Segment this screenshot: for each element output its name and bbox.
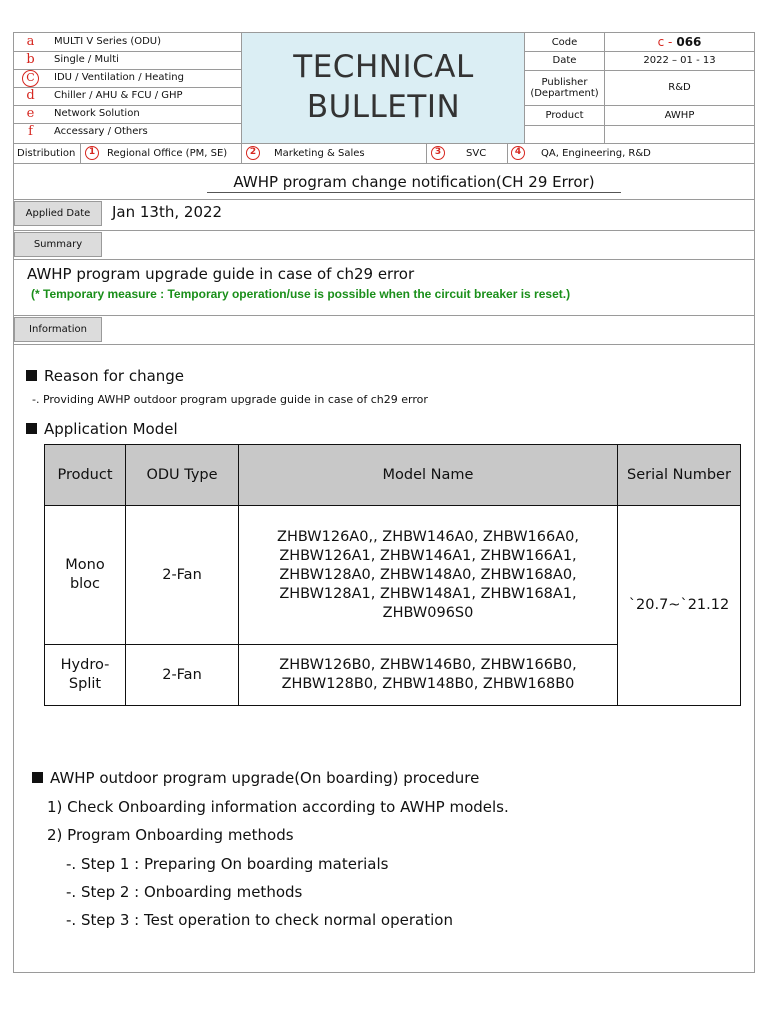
bullet-square-icon (26, 423, 37, 434)
meta-code-row (525, 33, 754, 52)
distribution-label: Distribution (17, 148, 76, 159)
header-model-name: Model Name (239, 445, 618, 506)
meta-publisher-row (525, 70, 754, 106)
category-row-e (14, 105, 241, 124)
category-label: Network Solution (54, 108, 140, 119)
title-line-1: TECHNICAL (293, 49, 474, 85)
divider (14, 315, 754, 316)
divider (14, 344, 754, 345)
product-cell: Mono bloc (45, 506, 126, 645)
procedure-step: -. Step 3 : Test operation to check normal operation (66, 911, 453, 929)
divider (14, 199, 754, 200)
divider (507, 144, 508, 163)
distribution-item-3: SVC (466, 148, 487, 159)
meta-product-row (525, 105, 754, 126)
applied-date-label: Applied Date (14, 201, 102, 226)
model-name-cell: ZHBW126A0,, ZHBW146A0, ZHBW166A0, ZHBW126A1, ZHBW146A1, ZHBW166A1, ZHBW128A0, ZHBW148A0, ZHBW168A0, ZHBW128A1, ZHBW148A1, ZHBW168A1, ZHBW096S0 (239, 506, 618, 645)
summary-label: Summary (14, 232, 102, 257)
category-letter: f (28, 124, 33, 139)
category-row-a (14, 33, 241, 52)
divider (80, 144, 81, 163)
odu-type-cell: 2-Fan (126, 506, 239, 645)
product-value: AWHP (664, 109, 695, 121)
distribution-number-3: 3 (431, 146, 445, 160)
distribution-number-2: 2 (246, 146, 260, 160)
category-row-d (14, 87, 241, 106)
summary-note: (* Temporary measure : Temporary operation/use is possible when the circuit breaker is reset.) (31, 287, 571, 301)
reason-heading: Reason for change (26, 367, 184, 385)
divider (14, 259, 754, 260)
empty-label (525, 125, 605, 143)
meta-date-row (525, 51, 754, 71)
header-odu-type: ODU Type (126, 445, 239, 506)
meta-empty-row (525, 125, 754, 143)
distribution-row (14, 143, 754, 164)
applied-date-value: Jan 13th, 2022 (112, 203, 223, 221)
category-letter: b (26, 52, 35, 67)
bulletin-subject: AWHP program change notification(CH 29 Error) (207, 173, 621, 193)
table-row (45, 506, 741, 645)
code-value (605, 33, 754, 51)
summary-title: AWHP program upgrade guide in case of ch29 error (27, 265, 415, 283)
category-label: Accessary / Others (54, 126, 148, 137)
category-letter: e (26, 106, 35, 121)
category-label: IDU / Ventilation / Heating (54, 72, 184, 83)
product-cell: Hydro-Split (45, 645, 126, 706)
table-header-row (45, 445, 741, 506)
procedure-heading: AWHP outdoor program upgrade(On boarding) procedure (32, 769, 479, 787)
procedure-step: 2) Program Onboarding methods (47, 826, 294, 844)
category-row-f (14, 123, 241, 141)
distribution-item-2: Marketing & Sales (274, 148, 365, 159)
distribution-item-1: Regional Office (PM, SE) (107, 148, 228, 159)
bullet-square-icon (32, 772, 43, 783)
code-prefix: c - (657, 35, 673, 49)
procedure-step: 1) Check Onboarding information according to AWHP models. (47, 798, 509, 816)
category-label: MULTI V Series (ODU) (54, 36, 162, 47)
model-heading: Application Model (26, 420, 178, 438)
code-label: Code (525, 33, 605, 51)
header-product: Product (45, 445, 126, 506)
category-label: Single / Multi (54, 54, 119, 65)
procedure-step: -. Step 2 : Onboarding methods (66, 883, 303, 901)
date-value: 2022 – 01 - 13 (643, 55, 716, 66)
category-letter: d (26, 88, 35, 103)
category-letter: a (26, 34, 35, 49)
divider (241, 144, 242, 163)
distribution-item-4: QA, Engineering, R&D (541, 148, 651, 159)
reason-text: -. Providing AWHP outdoor program upgrade guide in case of ch29 error (32, 393, 428, 406)
distribution-number-4: 4 (511, 146, 525, 160)
divider (426, 144, 427, 163)
application-model-table (44, 444, 741, 706)
date-label: Date (525, 51, 605, 70)
category-letter-selected: C (14, 69, 47, 87)
odu-type-cell: 2-Fan (126, 645, 239, 706)
model-name-cell: ZHBW126B0, ZHBW146B0, ZHBW166B0, ZHBW128B0, ZHBW148B0, ZHBW168B0 (239, 645, 618, 706)
bulletin-header (14, 33, 754, 163)
publisher-label: Publisher (Department) (525, 70, 605, 105)
publisher-value: R&D (668, 82, 691, 93)
information-label: Information (14, 317, 102, 342)
category-label: Chiller / AHU & FCU / GHP (54, 90, 183, 101)
serial-number-cell: `20.7~`21.12 (618, 506, 741, 706)
code-number: 066 (676, 35, 702, 49)
procedure-step: -. Step 1 : Preparing On boarding materials (66, 855, 389, 873)
technical-bulletin-document (13, 32, 755, 973)
divider (14, 230, 754, 231)
distribution-number-1: 1 (85, 146, 99, 160)
category-row-c (14, 69, 241, 88)
title-line-2: BULLETIN (306, 89, 461, 125)
category-row-b (14, 51, 241, 70)
product-label: Product (525, 105, 605, 125)
header-serial-number: Serial Number (618, 445, 741, 506)
bullet-square-icon (26, 370, 37, 381)
title-box (242, 33, 525, 143)
